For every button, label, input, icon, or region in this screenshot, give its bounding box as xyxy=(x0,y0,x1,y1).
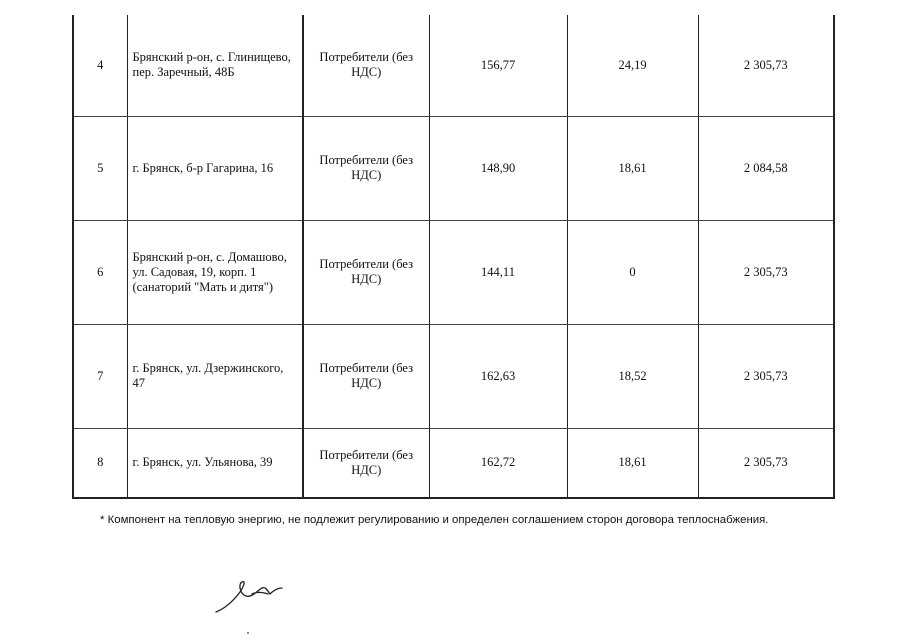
address-cell: Брянский р-он, с. Глинищево, пер. Заречный, 48Б xyxy=(127,15,303,116)
value-cell-1: 144,11 xyxy=(429,220,567,324)
value-cell-1: 162,72 xyxy=(429,428,567,498)
consumers-cell: Потребители (без НДС) xyxy=(303,428,429,498)
value-cell-2: 18,52 xyxy=(567,324,698,428)
table-row xyxy=(73,116,834,220)
address-cell: г. Брянск, ул. Дзержинского, 47 xyxy=(127,324,303,428)
value-cell-1: 162,63 xyxy=(429,324,567,428)
scan-speck xyxy=(247,632,249,634)
table-row xyxy=(73,15,834,116)
row-number-cell: 5 xyxy=(73,116,127,220)
consumers-cell: Потребители (без НДС) xyxy=(303,116,429,220)
value-cell-1: 148,90 xyxy=(429,116,567,220)
row-number-cell: 7 xyxy=(73,324,127,428)
value-cell-2: 0 xyxy=(567,220,698,324)
consumers-cell: Потребители (без НДС) xyxy=(303,324,429,428)
table-row xyxy=(73,220,834,324)
address-cell: г. Брянск, б-р Гагарина, 16 xyxy=(127,116,303,220)
row-number-cell: 8 xyxy=(73,428,127,498)
signature-mark xyxy=(212,570,292,620)
consumers-cell: Потребители (без НДС) xyxy=(303,220,429,324)
value-cell-2: 18,61 xyxy=(567,428,698,498)
table-row xyxy=(73,428,834,498)
tariff-table xyxy=(72,15,835,499)
footnote: * Компонент на тепловую энергию, не подлежит регулированию и определен соглашением сторон договора теплоснабжения. xyxy=(100,514,769,526)
row-number-cell: 6 xyxy=(73,220,127,324)
value-cell-2: 18,61 xyxy=(567,116,698,220)
address-cell: г. Брянск, ул. Ульянова, 39 xyxy=(127,428,303,498)
consumers-cell: Потребители (без НДС) xyxy=(303,15,429,116)
value-cell-2: 24,19 xyxy=(567,15,698,116)
value-cell-3: 2 305,73 xyxy=(698,428,834,498)
value-cell-3: 2 305,73 xyxy=(698,324,834,428)
value-cell-3: 2 084,58 xyxy=(698,116,834,220)
value-cell-3: 2 305,73 xyxy=(698,15,834,116)
value-cell-3: 2 305,73 xyxy=(698,220,834,324)
value-cell-1: 156,77 xyxy=(429,15,567,116)
row-number-cell: 4 xyxy=(73,15,127,116)
address-cell: Брянский р-он, с. Домашово, ул. Садовая, 19, корп. 1 (санаторий "Мать и дитя") xyxy=(127,220,303,324)
table-row xyxy=(73,324,834,428)
